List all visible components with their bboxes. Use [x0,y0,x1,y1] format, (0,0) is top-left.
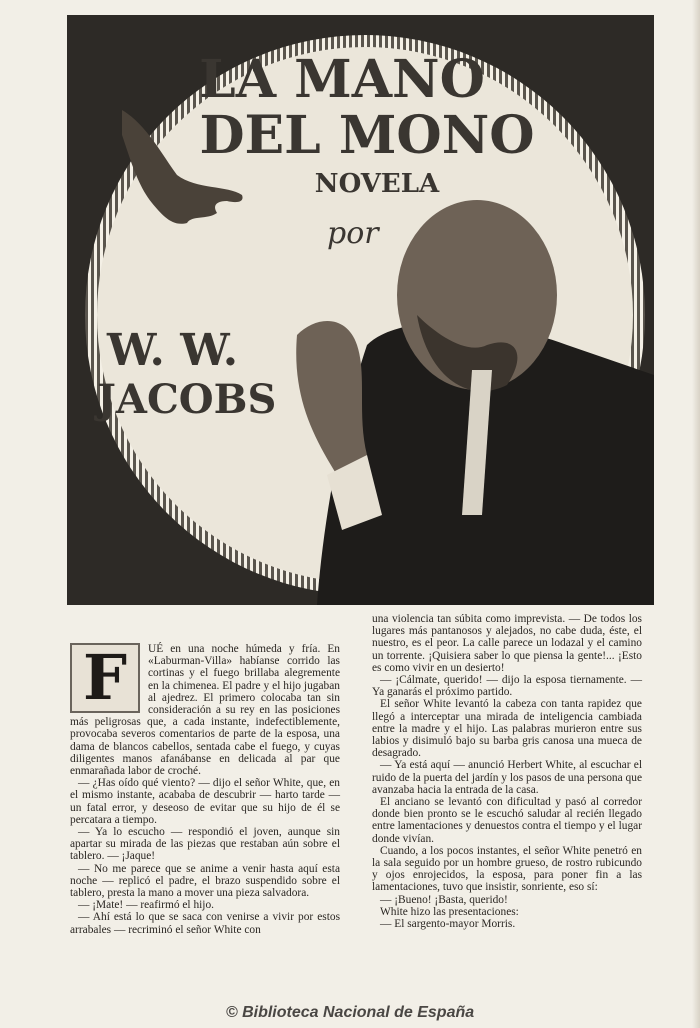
cover-author-line2: JACOBS [97,376,277,423]
left-column [70,643,340,1013]
paragraph: — Ahí está lo que se saca con venirse a vivir por estos arrabales — recriminó el señor White con [70,911,340,936]
paragraph: — El sargento-mayor Morris. [380,918,516,931]
cover-title-line2: DEL MONO [199,105,535,166]
paragraph: una violencia tan súbita como imprevista. — De todos los lugares más pantanosos y alejados, no cabe duda, éste, el nuestro, es el peor. La calle parece un lodazal y el camino un torrente. ¡Quisiera saber lo que piensa la gente!... ¡Esto es como vivir en un desierto! [372,613,642,674]
paragraph: — No me parece que se anime a venir hasta aquí esta noche — replicó el padre, el brazo suspendido sobre el tablero, presta la mano a mover una pieza salvadora. [70,862,340,900]
paragraph: White hizo las presentaciones: [380,905,519,918]
cover-subtitle: NOVELA [314,169,440,199]
paragraph: — Ya lo escucho — respondió el joven, aunque sin apartar su mirada de las piezas que restaban aún sobre el tablero. — ¡Jaque! [70,826,340,863]
paragraph: — ¿Has oído qué viento? — dijo el señor White, que, en el mismo instante, acababa de descubrir — harto tarde — un fatal error, y deseoso de evitar que su hijo de él se percatara a tiempo. [70,777,340,826]
cover-author-line1: W. W. [107,325,239,376]
paragraph: — ¡Mate! — reafirmó el hijo. [78,899,215,912]
paragraph: El señor White levantó la cabeza con tanta rapidez que llegó a interceptar una mirada de inteligencia cambiada entre la madre y el hijo. Las palabras murieron entre sus labios y disimuló bajo su barba gris canosa una mueca de desagrado. [372,698,642,760]
drop-cap-frame [70,643,140,713]
cover-illustration [67,15,654,605]
page-edge-shadow [692,0,700,1028]
copyright-footer: © Biblioteca Nacional de España [225,1004,475,1021]
right-column [372,613,642,983]
drop-cap: F [82,641,128,714]
paragraph: El anciano se levantó con dificultad y pasó al corredor donde bien pronto se le escuchó saludar al recién llegado entre lamentaciones y denuestos contra el tiempo y el lugar donde vivían. [372,796,642,845]
paragraph: Cuando, a los pocos instantes, el señor White penetró en la sala seguido por un hombre grueso, de rostro rubicundo y ojos enrojecidos, la esposa, para poner fin a las lamentaciones, tuvo que insistir, sonriente, eso sí: [372,844,642,894]
paragraph: — Ya está aquí — anunció Herbert White, al escuchar el ruido de la puerta del jardín y los pasos de una persona que avanzaba hacia la entrada de la casa. [372,759,642,796]
paragraph: UÉ en una noche húmeda y fría. En «Laburman-Villa» habíanse corrido las cortinas y el fuego brillaba alegremente en la chimenea. El padre y el hijo jugaban al ajedrez. El primero colocaba tan sin consideración a su rey en las posiciones más peligrosas que, a cada instante, indefectiblemente, provocaba severos comentarios de parte de la esposa, una dama de blancos cabellos, sentada cabe el fuego, y cuyas diligentes manos afanábanse en delicada al par que enmarañada labor de croché. [70,643,340,778]
paragraph: — ¡Bueno! ¡Basta, querido! [380,893,508,906]
cover-por: por [327,216,379,251]
illustration-svg [67,15,654,605]
cover-title-line1: LA MANO [199,49,485,110]
article-body [70,613,660,983]
paragraph: — ¡Cálmate, querido! — dijo la esposa tiernamente. — Ya ganarás el próximo partido. [372,674,642,699]
